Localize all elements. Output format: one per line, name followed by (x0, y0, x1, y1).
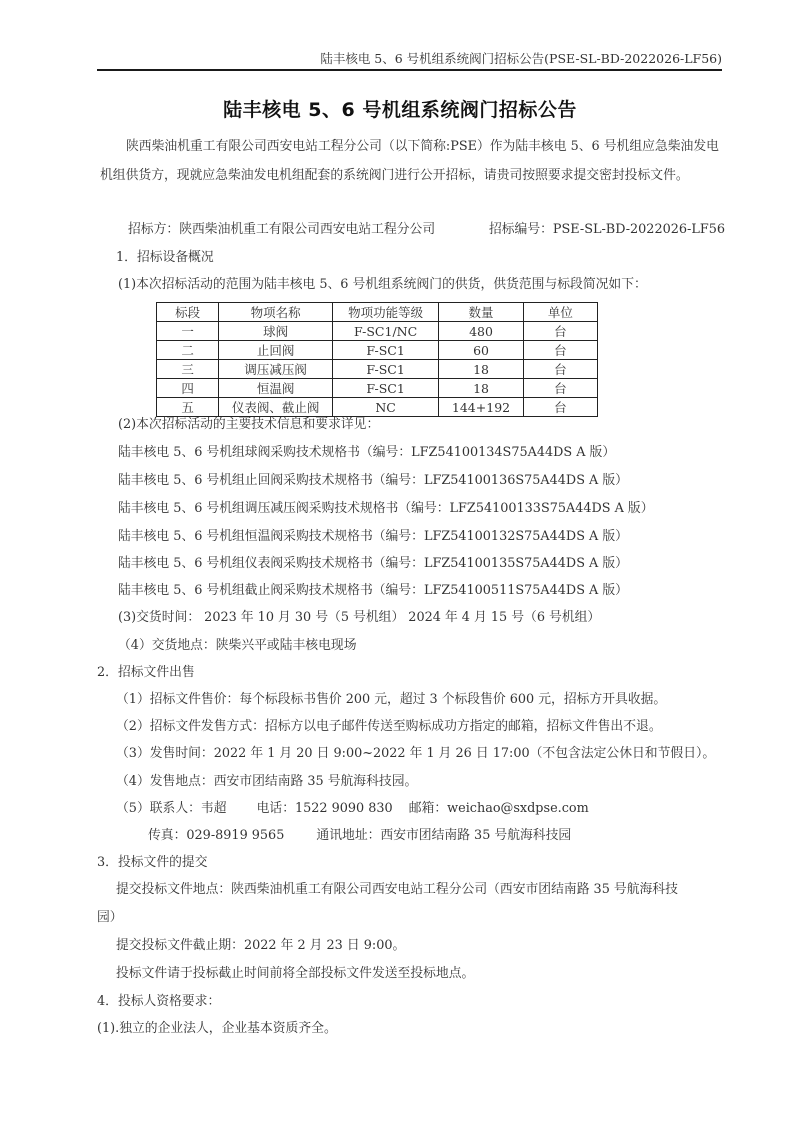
cell-item-name: 恒温阀 (219, 379, 333, 398)
cell-item-name: 止回阀 (219, 341, 333, 360)
col-header-unit: 单位 (523, 303, 597, 322)
cell-quantity: 480 (439, 322, 524, 341)
spec-document: 陆丰核电 5、6 号机组止回阀采购技术规格书（编号：LFZ54100136S75A44DS A 版） (118, 473, 628, 488)
section-4-item-1: (1).独立的企业法人，企业基本资质齐全。 (97, 1021, 337, 1036)
submission-note: 投标文件请于投标截止时间前将全部投标文件发送至投标地点。 (116, 966, 475, 981)
section-2-item: （2）招标文件发售方式：招标方以电子邮件传送至购标成功方指定的邮箱，招标文件售出不退。 (116, 719, 662, 734)
running-header (97, 50, 722, 71)
table-row (157, 398, 598, 417)
section-4-heading: 4．投标人资格要求： (97, 994, 221, 1009)
table-row (157, 360, 598, 379)
contact-fax: 传真：029-8919 9565 (148, 828, 285, 843)
contact-line (116, 800, 589, 818)
table-header-row (157, 303, 598, 322)
cell-item-name: 仪表阀、截止阀 (219, 398, 333, 417)
cell-quantity: 18 (439, 360, 524, 379)
cell-item-name: 球阀 (219, 322, 333, 341)
cell-lot: 二 (157, 341, 219, 360)
cell-unit: 台 (523, 341, 597, 360)
delivery-time: (3)交货时间： 2023 年 10 月 30 号（5 号机组） 2024 年 4 月 15 号（6 号机组） (118, 610, 601, 625)
cell-function-class: F-SC1 (333, 341, 439, 360)
cell-lot: 四 (157, 379, 219, 398)
contact-line-2 (148, 827, 571, 845)
col-header-function-class: 物项功能等级 (333, 303, 439, 322)
contact-phone: 电话：1522 9090 830 (256, 801, 393, 816)
contact-email[interactable]: 邮箱：weichao@sxdpse.com (408, 801, 589, 816)
spec-document: 陆丰核电 5、6 号机组截止阀采购技术规格书（编号：LFZ54100511S75A44DS A 版） (118, 583, 628, 598)
table-row (157, 322, 598, 341)
table-row (157, 379, 598, 398)
col-header-lot: 标段 (157, 303, 219, 322)
col-header-item-name: 物项名称 (219, 303, 333, 322)
spec-document: 陆丰核电 5、6 号机组仪表阀采购技术规格书（编号：LFZ54100135S75A44DS A 版） (118, 556, 628, 571)
intro-paragraph: 陕西柴油机重工有限公司西安电站工程分公司（以下简称:PSE）作为陆丰核电 5、6 号机组应急柴油发电机组供货方，现就应急柴油发电机组配套的系统阀门进行公开招标，请贵司按照要求提交密封投标文件。 (100, 139, 719, 183)
cell-function-class: F-SC1 (333, 360, 439, 379)
section-2-item: （4）发售地点：西安市团结南路 35 号航海科技园。 (116, 774, 418, 789)
col-header-quantity: 数量 (439, 303, 524, 322)
section-1-item-1: (1)本次招标活动的范围为陆丰核电 5、6 号机组系统阀门的供货，供货范围与标段简况如下： (118, 277, 647, 292)
section-2-item: （1）招标文件售价：每个标段标书售价 200 元，超过 3 个标段售价 600 元，招标方开具收据。 (116, 692, 667, 707)
running-header-text: 陆丰核电 5、6 号机组系统阀门招标公告(PSE-SL-BD-2022026-LF56) (320, 51, 722, 66)
spec-document: 陆丰核电 5、6 号机组调压减压阀采购技术规格书（编号：LFZ54100133S75A44DS A 版） (118, 501, 654, 516)
cell-lot: 一 (157, 322, 219, 341)
spec-document: 陆丰核电 5、6 号机组球阀采购技术规格书（编号：LFZ54100134S75A44DS A 版） (118, 445, 616, 460)
cell-unit: 台 (523, 379, 597, 398)
submission-location-cont: 园） (97, 910, 123, 925)
delivery-location: （4）交货地点：陕柴兴平或陆丰核电现场 (118, 638, 357, 653)
cell-quantity: 144+192 (439, 398, 524, 417)
cell-function-class: F-SC1 (333, 379, 439, 398)
cell-lot: 三 (157, 360, 219, 379)
spec-document: 陆丰核电 5、6 号机组恒温阀采购技术规格书（编号：LFZ54100132S75A44DS A 版） (118, 529, 628, 544)
section-2-heading: 2．招标文件出售 (97, 665, 195, 680)
cell-lot: 五 (157, 398, 219, 417)
cell-unit: 台 (523, 398, 597, 417)
cell-unit: 台 (523, 360, 597, 379)
submission-deadline: 提交投标文件截止期：2022 年 2 月 23 日 9:00。 (116, 938, 406, 953)
cell-unit: 台 (523, 322, 597, 341)
section-2-item: （3）发售时间：2022 年 1 月 20 日 9:00~2022 年 1 月 26 日 17:00（不包含法定公休日和节假日）。 (116, 746, 716, 761)
tender-number: 招标编号：PSE-SL-BD-2022026-LF56 (488, 222, 725, 237)
contact-address: 通讯地址：西安市团结南路 35 号航海科技园 (316, 828, 572, 843)
section-1-item-2: (2)本次招标活动的主要技术信息和要求详见： (118, 417, 380, 432)
tender-party: 招标方：陕西柴油机重工有限公司西安电站工程分公司 (128, 222, 436, 237)
document-title: 陆丰核电 5、6 号机组系统阀门招标公告 (223, 99, 577, 121)
section-3-heading: 3．投标文件的提交 (97, 855, 208, 870)
lots-table (156, 302, 598, 417)
cell-function-class: F-SC1/NC (333, 322, 439, 341)
cell-function-class: NC (333, 398, 439, 417)
tender-info (128, 221, 725, 239)
contact-person: （5）联系人：韦超 (116, 801, 227, 816)
cell-item-name: 调压减压阀 (219, 360, 333, 379)
section-1-heading: 1．招标设备概况 (116, 250, 214, 265)
table-row (157, 341, 598, 360)
cell-quantity: 18 (439, 379, 524, 398)
submission-location: 提交投标文件地点：陕西柴油机重工有限公司西安电站工程分公司（西安市团结南路 35 号航海科技 (116, 882, 678, 897)
cell-quantity: 60 (439, 341, 524, 360)
